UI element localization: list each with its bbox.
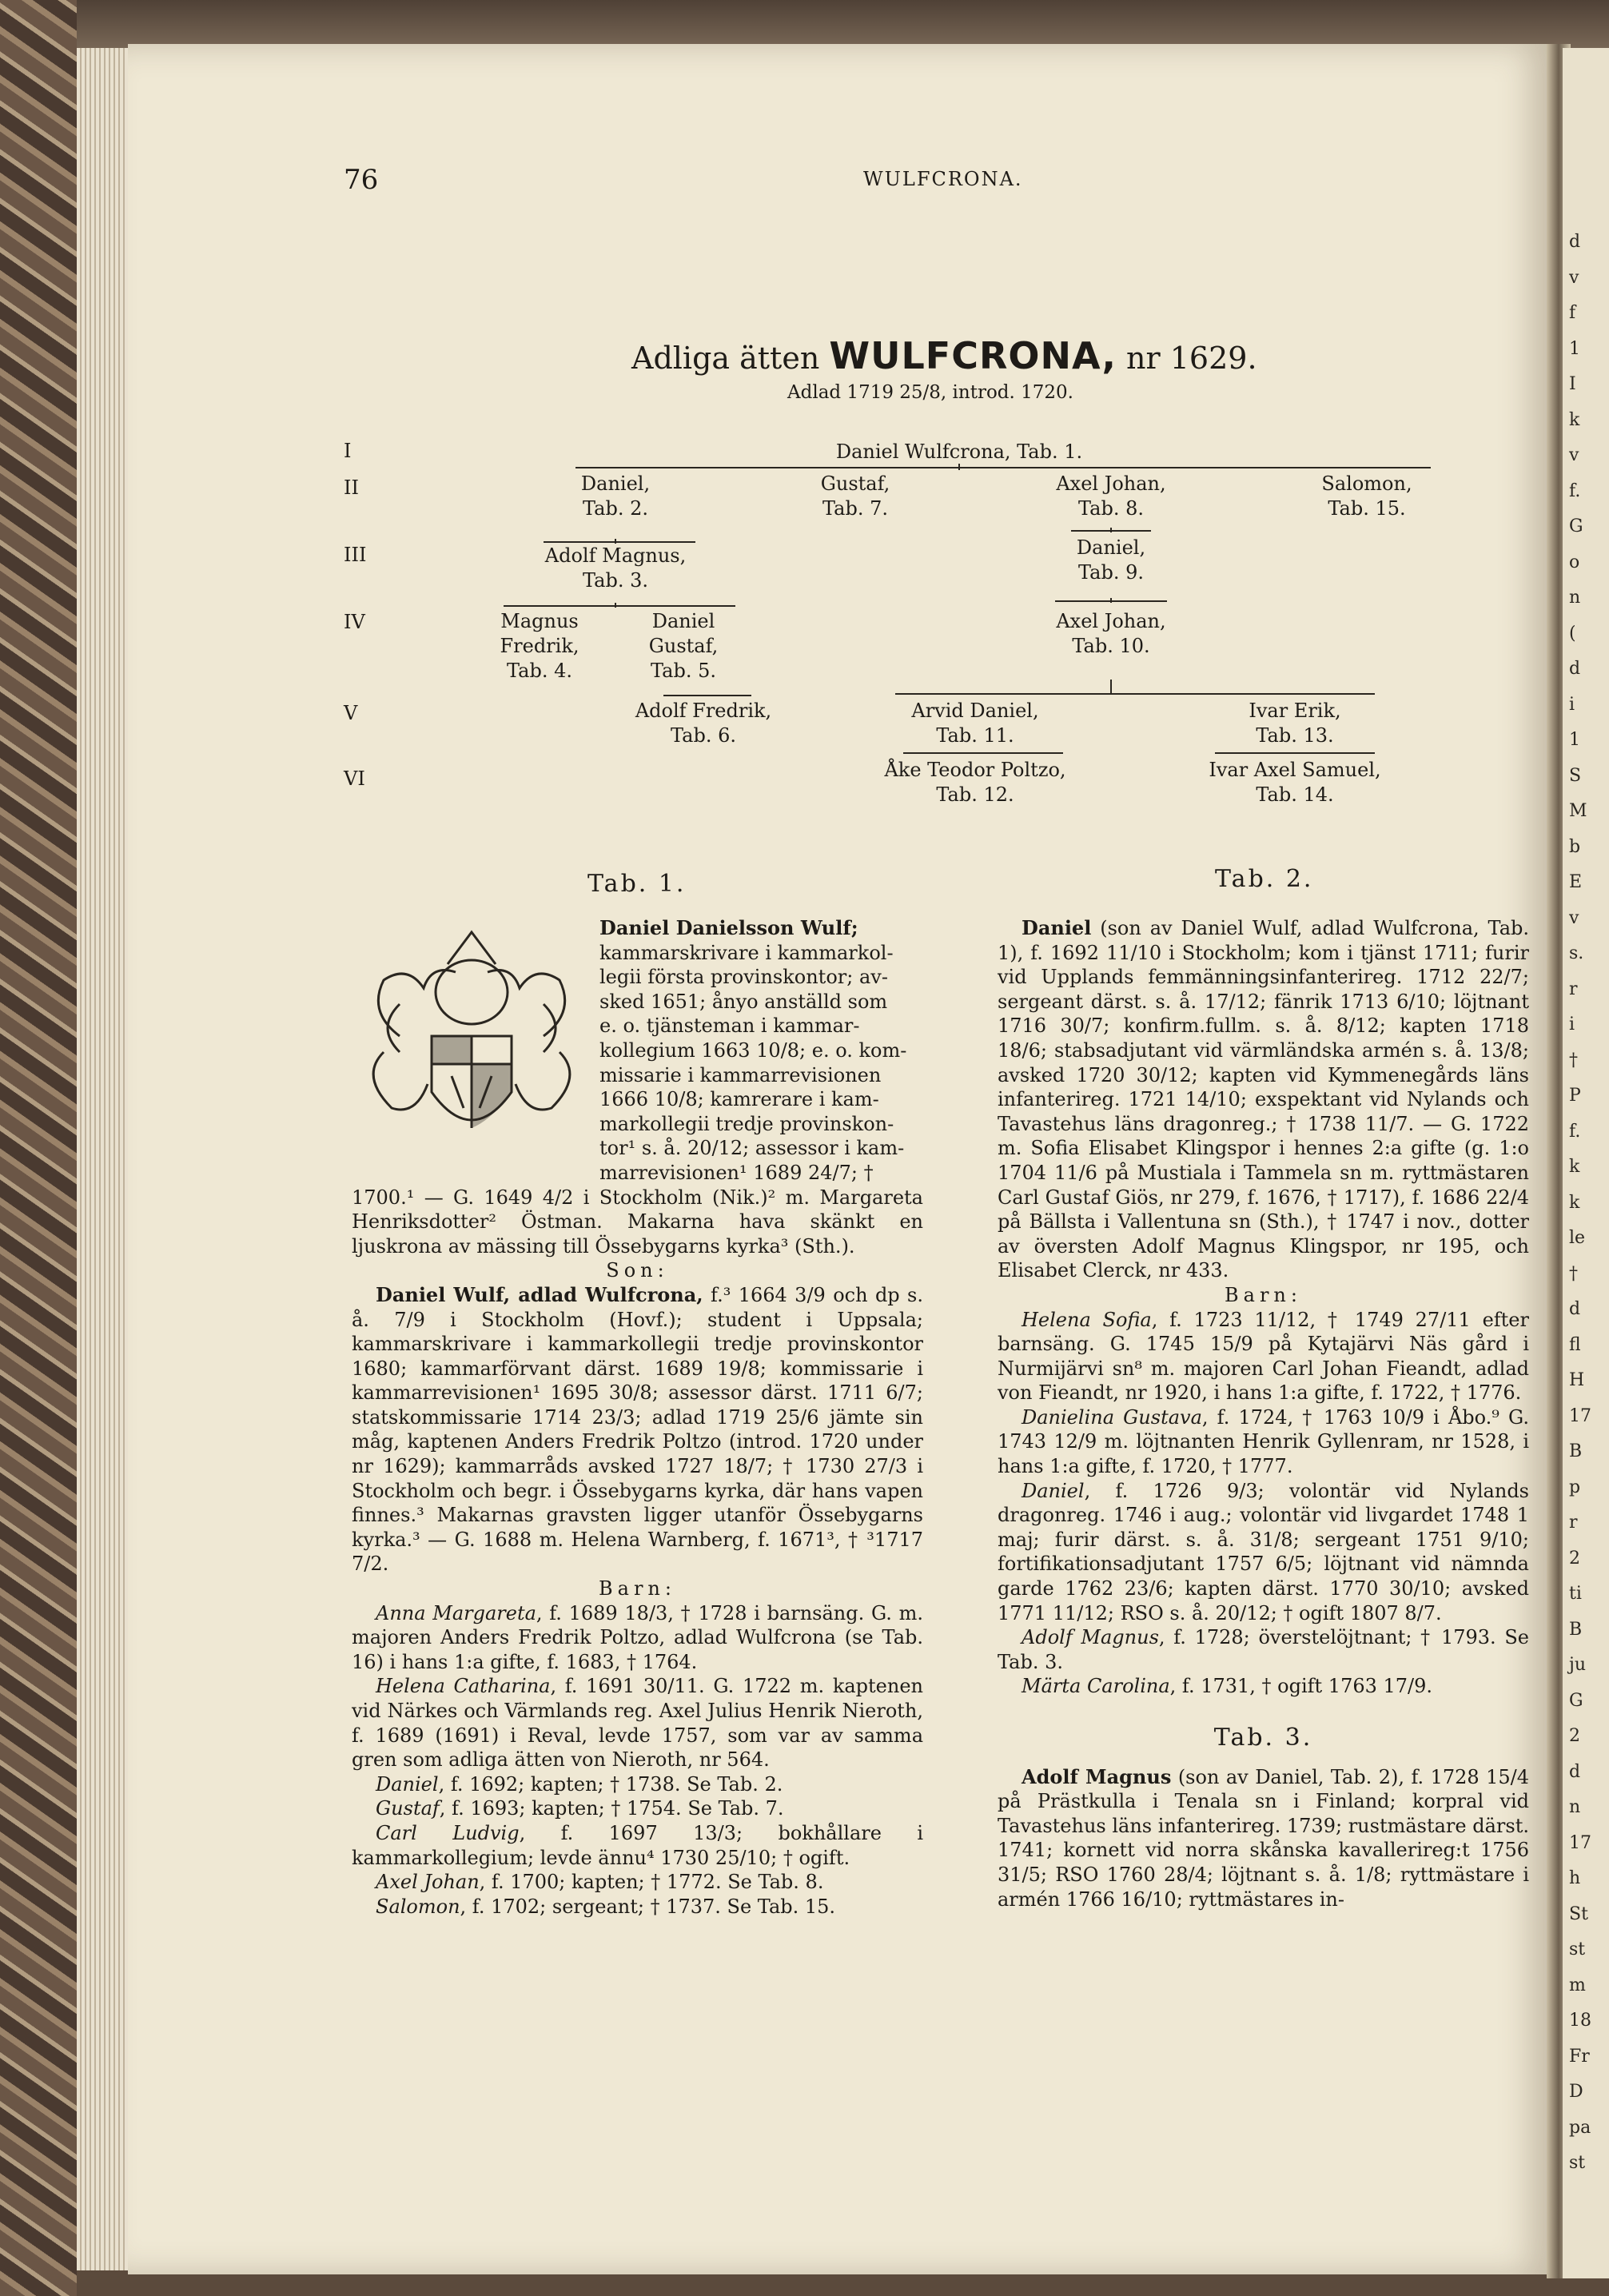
person-name: Daniel xyxy=(1022,916,1092,939)
tree-node: Salomon, Tab. 15. xyxy=(1321,472,1412,520)
tab1-intro-rest: 1700.¹ — G. 1649 4/2 i Stockholm (Nik.)² m. Margareta Henriksdotter² Östman. Makarna hava skänkt en ljuskrona av mässing till Össebygarns kyrka³ (Sth.). xyxy=(352,1186,923,1258)
person-name: Adolf Magnus xyxy=(1022,1764,1172,1788)
right-page-letter: r xyxy=(1569,1513,1578,1533)
right-page-letter: d xyxy=(1569,232,1581,252)
child-entry: Märta Carolina, f. 1731, † ogift 1763 17/9. xyxy=(1022,1675,1433,1698)
barn-label: Barn: xyxy=(1225,1283,1302,1306)
right-page-letter: d xyxy=(1569,659,1581,679)
intro-line: kollegium 1663 10/8; e. o. kom- xyxy=(599,1038,907,1062)
tab1-heading: Tab. 1. xyxy=(587,870,687,898)
gen-label: V xyxy=(344,702,358,724)
right-page-letter: n xyxy=(1569,588,1581,608)
children-list xyxy=(352,1601,923,1919)
right-page-letter: † xyxy=(1569,1263,1578,1284)
page-title xyxy=(631,334,1257,377)
child-entry: Helena Catharina, f. 1691 30/11. G. 1722 m. kaptenen vid Närkes och Värmlands reg. Axel Julius Henrik Nieroth, f. 1689 (1691) i Reval, levde 1757, som var av samma gren som adliga ätten von Nieroth, nr 564. xyxy=(352,1675,923,1772)
right-page-letter: 2 xyxy=(1569,1726,1580,1746)
right-page-letter: v xyxy=(1569,267,1579,288)
genealogy-tree xyxy=(320,424,1519,839)
right-page-letter: Fr xyxy=(1569,2046,1590,2067)
child-entry: Adolf Magnus, f. 1728; överstelöjtnant; † 1793. Se Tab. 3. xyxy=(998,1626,1529,1673)
right-page-letter: ( xyxy=(1569,623,1576,644)
right-page-letter: i xyxy=(1569,694,1575,715)
intro-line: tor¹ s. å. 20/12; assessor i kam- xyxy=(599,1137,905,1160)
tree-node: Daniel, Tab. 9. xyxy=(1076,536,1146,584)
right-page-letter: 17 xyxy=(1569,1832,1591,1853)
right-page-letter: I xyxy=(1569,374,1576,394)
tree-node: Daniel, Tab. 2. xyxy=(580,472,651,520)
child-entry: Daniel, f. 1692; kapten; † 1738. Se Tab. 2. xyxy=(376,1772,783,1796)
title-prefix: Adliga ätten xyxy=(631,341,820,376)
right-page-letter: k xyxy=(1569,1192,1580,1213)
gen-label: I xyxy=(344,440,352,462)
right-page-letter: m xyxy=(1569,1975,1586,1995)
coat-of-arms-icon xyxy=(352,916,591,1156)
child-entry: Helena Sofia, f. 1723 11/12, † 1749 27/11 efter barnsäng. G. 1745 15/9 på Kytajärvi Näs gård i Nurmijärvi sn⁸ m. majoren Carl Johan Fieandt, adlad von Fieandt, nr 1920, i hans 1:a gifte, f. 1722, † 1776. xyxy=(998,1308,1529,1405)
right-page-letter: ju xyxy=(1569,1655,1586,1675)
child-entry: Anna Margareta, f. 1689 18/3, † 1728 i barnsäng. G. m. majoren Anders Fredrik Poltzo, adlad Wulfcrona (se Tab. 16) i hans 1:a gifte, f. 1683, † 1764. xyxy=(352,1601,923,1673)
right-page-letter: fl xyxy=(1569,1334,1581,1355)
right-page-letter: k xyxy=(1569,1157,1580,1177)
right-page-letter: v xyxy=(1569,907,1579,928)
child-entry: Daniel, f. 1726 9/3; volontär vid Nylands dragonreg. 1746 i aug.; volontär vid livgardet 1748 1 maj; furir därst. s. å. 31/8; sergeant 1751 9/10; fortifikationsadjutant 1757 6/5; löjtnant vid nämnda garde 1762 23/6; kapten därst. 1770 30/10; avsked 1771 11/12; RSO s. å. 20/12; † ogift 1807 8/7. xyxy=(998,1479,1529,1624)
right-page-letter: n xyxy=(1569,1797,1581,1817)
right-page-letter: S xyxy=(1569,765,1582,786)
child-entry: Danielina Gustava, f. 1724, † 1763 10/9 i Åbo.⁹ G. 1743 12/9 m. löjtnanten Henrik Gyllenram, nr 1528, i hans 1:a gifte, f. 1720, † 1777. xyxy=(998,1405,1529,1478)
person-name: Daniel Danielsson Wulf; xyxy=(599,916,858,939)
subtitle: Adlad 1719 25/8, introd. 1720. xyxy=(787,382,1073,403)
right-page-letter: G xyxy=(1569,516,1583,536)
tab2-entry: Daniel (son av Daniel Wulf, adlad Wulfcrona, Tab. 1), f. 1692 11/10 i Stockholm; kom i tjänst 1711; furir vid Upplands femmänningsinfanterireg. 1712 22/7; sergeant därst. s. å. 17/12; fänrik 1713 6/10; löjtnant 1716 30/7; konfirm.fullm. s. å. 8/12; kapten 1718 18/6; stabsadjutant vid värmländska armén s. å. 13/8; avsked 1720 30/12; kapten vid Kymmenegårds läns infanterireg. 1721 14/10; exspektant vid Nylands och Tavastehus läns dragonreg.; † 1738 11/7. — G. 1722 m. Sofia Elisabet Klingspor i hennes 2:a gifte (g. 1:o 1704 11/6 på Mustiala i Tammela sn m. ryttmästaren Carl Gustaf Giös, nr 279, f. 1676, † 1717), f. 1686 22/4 på Bällsta i Vallentuna sn (Sth.), † 1747 i nov., dotter av översten Adolf Magnus Klingspor, nr 195, och Elisabet Clerck, nr 433. xyxy=(998,916,1529,1282)
right-page-letter: s. xyxy=(1569,943,1584,963)
right-page-letter: d xyxy=(1569,1761,1581,1782)
right-page-letter: St xyxy=(1569,1903,1588,1924)
tab3-heading: Tab. 3. xyxy=(1213,1724,1313,1752)
right-page-letter: G xyxy=(1569,1690,1583,1711)
right-page-fragment xyxy=(1563,48,1609,2278)
right-page-letter: H xyxy=(1569,1370,1585,1390)
gen-label: VI xyxy=(344,767,365,790)
right-page-letter: † xyxy=(1569,1050,1578,1070)
intro-line: markollegii tredje provinskon- xyxy=(599,1112,894,1135)
tree-node: Ivar Axel Samuel, Tab. 14. xyxy=(1209,759,1381,806)
intro-line: kammarskrivare i kammarkol- xyxy=(599,941,894,964)
child-entry: Carl Ludvig, f. 1697 13/3; bokhållare i kammarkollegium; levde ännu⁴ 1730 25/10; † ogift. xyxy=(352,1821,924,1869)
tree-node: Arvid Daniel, Tab. 11. xyxy=(911,700,1039,747)
right-page-letter: d xyxy=(1569,1299,1581,1319)
marbled-cover xyxy=(0,0,77,2296)
tab3-entry: Adolf Magnus (son av Daniel, Tab. 2), f. 1728 15/4 på Prästkulla i Tenala sn i Finland; korpral vid Tavastehus läns infanterireg. 1739; rustmästare därst. 1741; kornett vid norra skånska kavallerireg:t 1756 31/5; RSO 1760 28/4; löjtnant s. å. 1/8; ryttmästare i armén 1766 16/10; ryttmästares in- xyxy=(998,1764,1530,1911)
tree-node: Adolf Magnus, Tab. 3. xyxy=(544,544,687,592)
son-label: Son: xyxy=(606,1259,669,1282)
tree-node-root: Daniel Wulfcrona, Tab. 1. xyxy=(835,440,1083,463)
right-page-letter: B xyxy=(1569,1441,1583,1461)
right-page-letter: p xyxy=(1569,1477,1581,1497)
right-page-letter: ti xyxy=(1569,1584,1582,1604)
right-page-letter: h xyxy=(1569,1868,1581,1888)
intro-line: legii första provinskontor; av- xyxy=(599,966,888,989)
right-page-letter: i xyxy=(1569,1014,1575,1034)
intro-line: 1666 10/8; kamrerare i kam- xyxy=(599,1088,879,1111)
right-page-letter: P xyxy=(1569,1086,1581,1106)
intro-line: marrevisionen¹ 1689 24/7; † xyxy=(599,1161,874,1184)
tree-node: Daniel Gustaf, Tab. 5. xyxy=(648,610,719,682)
tab2-heading: Tab. 2. xyxy=(1215,865,1314,893)
tree-node: Gustaf, Tab. 7. xyxy=(820,472,890,520)
child-entry: Salomon, f. 1702; sergeant; † 1737. Se Tab. 15. xyxy=(376,1895,836,1918)
right-page-letter: B xyxy=(1569,1619,1583,1640)
children-list xyxy=(998,1308,1529,1700)
page-number: 76 xyxy=(344,164,379,196)
right-page-letter: o xyxy=(1569,552,1580,572)
gen-label: III xyxy=(344,544,367,566)
right-page-letter: r xyxy=(1569,979,1578,999)
tab1-column xyxy=(352,916,923,1919)
gen-label: II xyxy=(344,476,359,499)
right-page-letter: 2 xyxy=(1569,1548,1580,1569)
right-page-letter: f xyxy=(1569,303,1576,323)
right-page-letter: 1 xyxy=(1569,730,1580,750)
right-page-letter: pa xyxy=(1569,2117,1591,2138)
tab2-column xyxy=(998,916,1529,1911)
intro-line: e. o. tjänsteman i kammar- xyxy=(599,1014,860,1038)
title-suffix: nr 1629. xyxy=(1126,341,1257,376)
person-name: Daniel Wulf, adlad Wulfcrona, xyxy=(376,1282,703,1306)
intro-line: sked 1651; ånyo anställd som xyxy=(599,990,888,1013)
intro-line: missarie i kammarrevisionen xyxy=(599,1063,882,1086)
right-page-letter: v xyxy=(1569,445,1579,465)
right-page-letter: 17 xyxy=(1569,1405,1591,1426)
right-page-letter: M xyxy=(1569,801,1587,821)
right-page-letter: k xyxy=(1569,409,1580,430)
child-entry: Axel Johan, f. 1700; kapten; † 1772. Se Tab. 8. xyxy=(376,1871,824,1894)
tree-node: Magnus Fredrik, Tab. 4. xyxy=(500,610,579,682)
tree-node: Adolf Fredrik, Tab. 6. xyxy=(635,700,772,747)
right-page-letter: b xyxy=(1569,836,1581,857)
tree-node: Axel Johan, Tab. 10. xyxy=(1056,610,1166,657)
gen-label: IV xyxy=(344,611,365,633)
right-page-letter: 18 xyxy=(1569,2011,1591,2031)
right-page-letter: f. xyxy=(1569,480,1581,501)
tree-node: Axel Johan, Tab. 8. xyxy=(1056,472,1166,520)
right-page-letter: le xyxy=(1569,1228,1586,1248)
right-page-letter: D xyxy=(1569,2082,1583,2102)
right-page-letter: st xyxy=(1569,1939,1586,1959)
right-page-letter: st xyxy=(1569,2153,1586,2173)
son-entry: Daniel Wulf, adlad Wulfcrona, f.³ 1664 3/9 och dp s. å. 7/9 i Stockholm (Hovf.); student i Uppsala; kammarskrivare i kammarkollegii tredje provinskontor 1680; kammarförvant därst. 1689 19/8; kommissarie i kammarrevisionen¹ 1695 30/8; assessor därst. 1711 6/7; statskommissarie 1714 23/3; adlad 1719 25/6 jämte sin måg, kaptenen Anders Fredrik Poltzo (introd. 1720 under nr 1629); kammarråds avsked 1727 18/7; † 1730 27/3 i Stockholm och begr. i Össebygarns kyrka, där hans vapen finnes.³ Makarnas gravsten ligger utanför Össebygarns kyrka.³ — G. 1688 m. Helena Warnberg, f. 1671³, † ³1717 7/2. xyxy=(352,1282,924,1576)
family-name: WULFCRONA, xyxy=(829,334,1117,377)
barn-label: Barn: xyxy=(599,1577,676,1600)
tree-node: Åke Teodor Poltzo, Tab. 12. xyxy=(884,759,1066,806)
right-page-letter: 1 xyxy=(1569,338,1580,359)
child-entry: Gustaf, f. 1693; kapten; † 1754. Se Tab. 7. xyxy=(376,1797,784,1820)
running-head: WULFCRONA. xyxy=(863,168,1023,190)
right-page-letter: f. xyxy=(1569,1121,1581,1142)
right-page-letter: E xyxy=(1569,872,1583,892)
tree-node: Ivar Erik, Tab. 13. xyxy=(1249,700,1341,747)
